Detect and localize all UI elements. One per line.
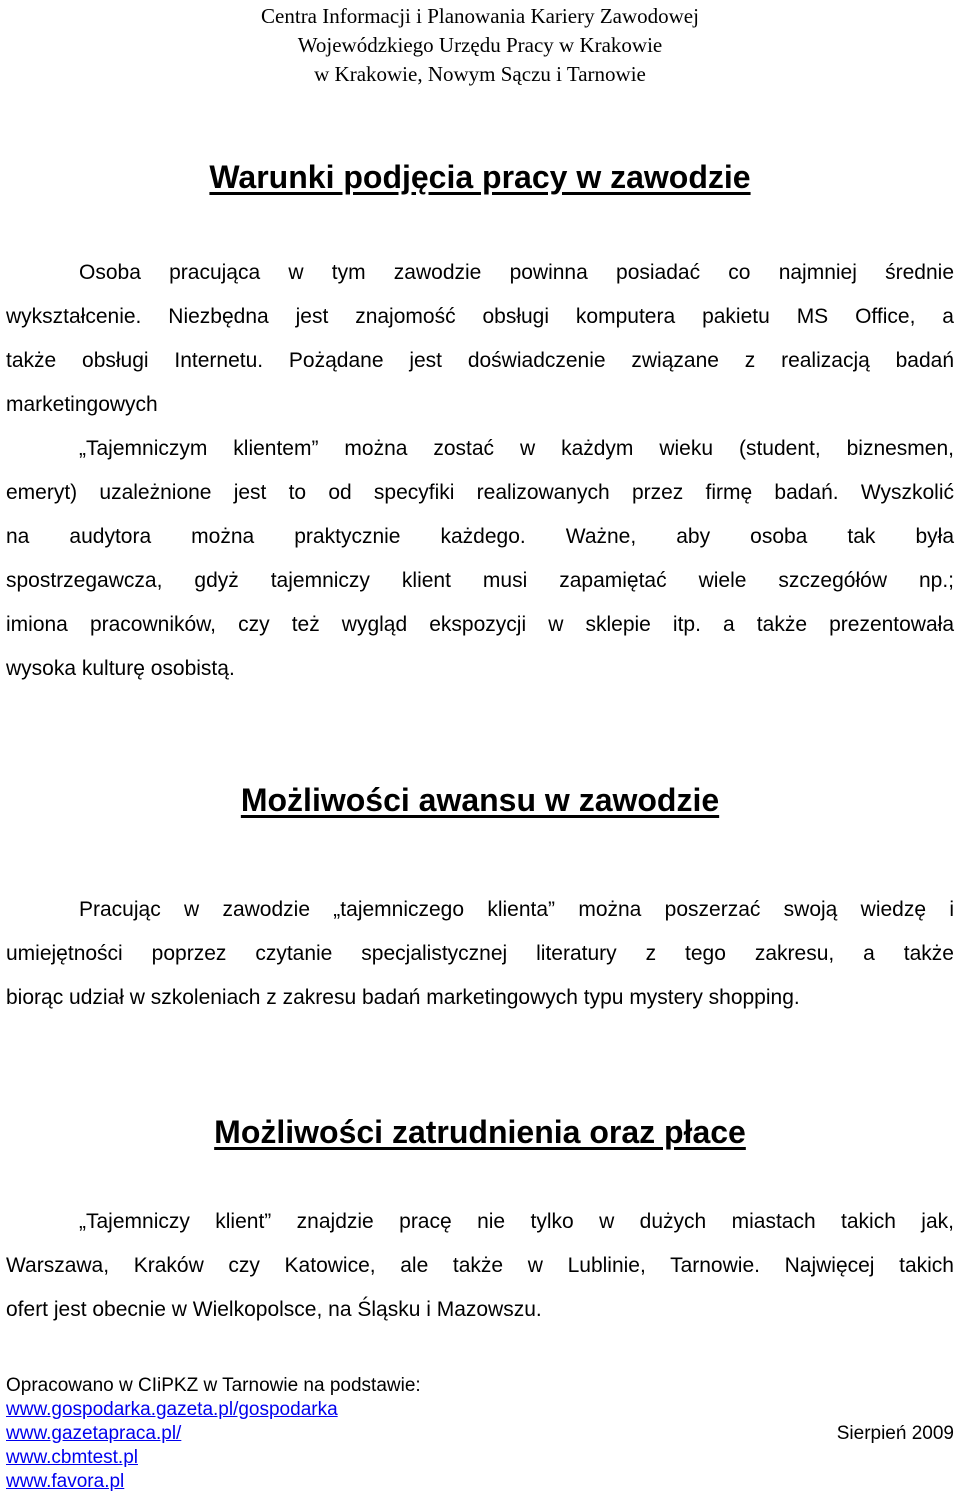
source-link-row [6,1422,954,1446]
section-body-employment [6,1200,954,1332]
paragraph-line: marketingowych [6,393,158,416]
section-body-promotion [6,888,954,1020]
section-body-conditions [6,251,954,691]
section-heading-conditions: Warunki podjęcia pracy w zawodzie [209,159,751,195]
paragraph-line: imiona pracowników, czy też wygląd ekspozycji w sklepie itp. a także prezentowała [6,613,954,636]
source-link[interactable]: www.gospodarka.gazeta.pl/gospodarka [6,1399,338,1420]
document-header [0,2,960,89]
paragraph-line: Warszawa, Kraków czy Katowice, ale także w Lublinie, Tarnowie. Najwięcej takich [6,1254,954,1277]
paragraph-line: także obsługi Internetu. Pożądane jest doświadczenie związane z realizacją badań [6,349,954,372]
paragraph-line: emeryt) uzależnione jest to od specyfiki realizowanych przez firmę badań. Wyszkolić [6,481,954,504]
paragraph-line: wysoka kulturę osobistą. [6,657,235,680]
source-link[interactable]: www.cbmtest.pl [6,1447,138,1468]
section-heading-promotion: Możliwości awansu w zawodzie [240,782,720,818]
section-heading-employment: Możliwości zatrudnienia oraz płace [214,1114,746,1150]
paragraph-line: „Tajemniczy klient” znajdzie pracę nie tylko w dużych miastach takich jak, [79,1210,954,1233]
source-link-row [6,1398,954,1422]
source-link-row [6,1470,954,1494]
source-link[interactable]: www.favora.pl [6,1471,125,1492]
sources-footer [6,1374,954,1494]
paragraph-line: umiejętności poprzez czytanie specjalistycznej literatury z tego zakresu, a także [6,942,954,965]
paragraph-line: wykształcenie. Niezbędna jest znajomość obsługi komputera pakietu MS Office, a [6,305,954,328]
paragraph-line: „Tajemniczym klientem” można zostać w każdym wieku (student, biznesmen, [79,437,954,460]
header-line-2: Wojewódzkiego Urzędu Pracy w Krakowie [297,33,663,57]
paragraph-line: na audytora można praktycznie każdego. Ważne, aby osoba tak była [6,525,954,548]
paragraph-line: spostrzegawcza, gdyż tajemniczy klient musi zapamiętać wiele szczegółów np.; [6,569,954,592]
header-line-3: w Krakowie, Nowym Sączu i Tarnowie [314,62,646,86]
paragraph-line: biorąc udział w szkoleniach z zakresu badań marketingowych typu mystery shopping. [6,986,800,1009]
document-date: Sierpień 2009 [836,1423,954,1444]
paragraph-line: ofert jest obecnie w Wielkopolsce, na Śląsku i Mazowszu. [6,1298,542,1321]
header-line-1: Centra Informacji i Planowania Kariery Zawodowej [261,4,699,28]
source-label: Opracowano w CIiPKZ w Tarnowie na podstawie: [6,1375,421,1396]
paragraph-line: Osoba pracująca w tym zawodzie powinna posiadać co najmniej średnie [79,261,954,284]
paragraph-line: Pracując w zawodzie „tajemniczego klienta” można poszerzać swoją wiedzę i [79,898,954,921]
source-link[interactable]: www.gazetapraca.pl/ [6,1423,182,1444]
source-link-row [6,1446,954,1470]
